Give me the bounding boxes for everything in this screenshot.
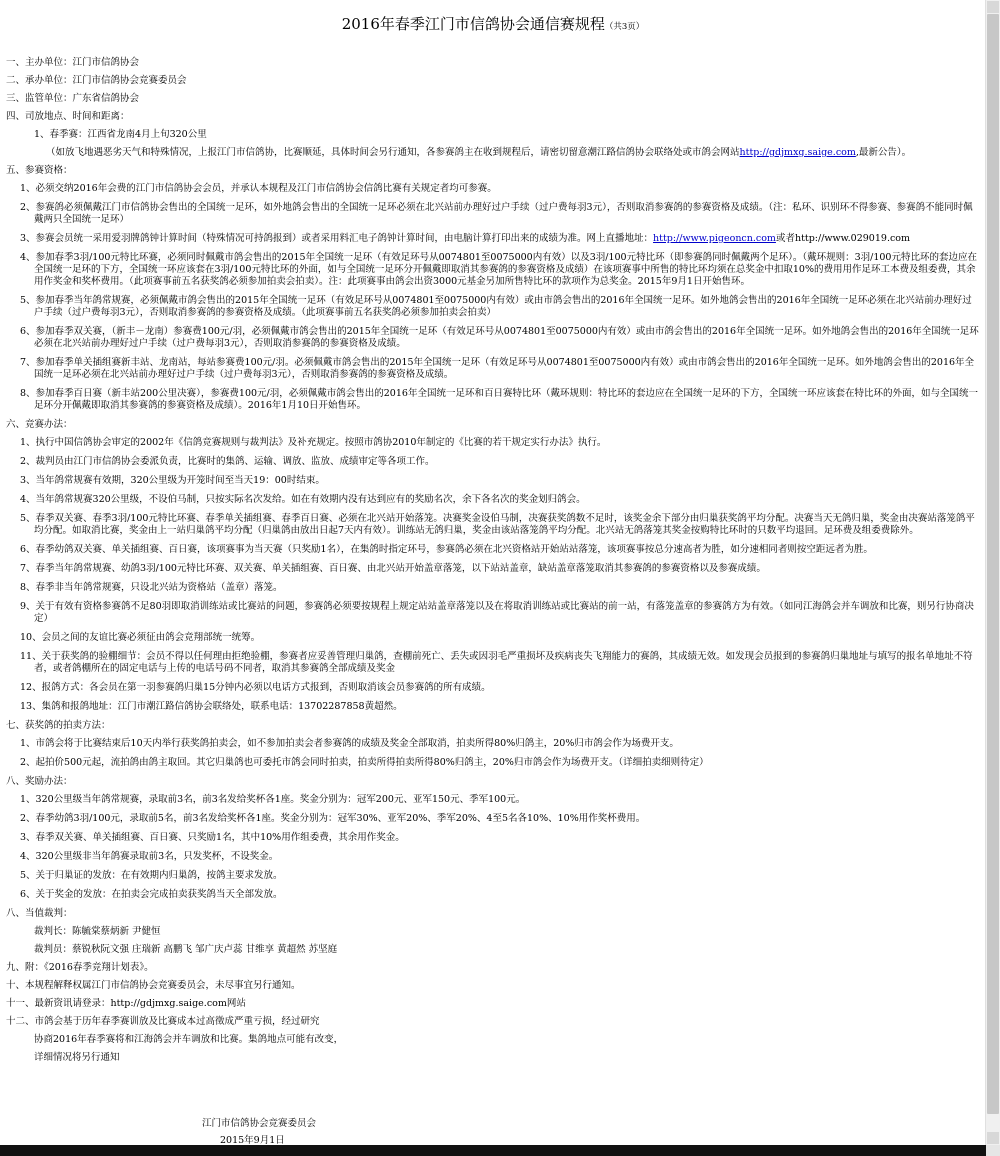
live-broadcast-link[interactable]: http://www.pigeoncn.com <box>653 233 776 244</box>
award-item: 3、春季双关赛、单关插组赛、百日赛、只奖励1名，其中10%用作组委费，其余用作奖金。 <box>20 832 405 843</box>
rule-item: 12、报鸽方式：各会员在第一羽参赛鸽归巢15分钟内必须以电话方式报到，否则取消该会员参赛鸽的所有成绩。 <box>20 682 491 693</box>
auction-item: 1、市鸽会将于比赛结束后10天内举行获奖鸽拍卖会，如不参加拍卖会者参赛鸽的成绩及奖金全部取消，拍卖所得80%归鸽主，20%归市鸽会作为场费开支。 <box>20 738 679 749</box>
horizontal-scrollbar[interactable] <box>0 1145 986 1156</box>
release-note-tail: ,最新公告）。 <box>855 147 912 158</box>
signature-block <box>202 1118 402 1145</box>
section-joint-release: 十二、市鸽会基于历年春季赛训放及比赛成本过高徵成严重亏损，经过研究 <box>6 1016 320 1027</box>
award-item: 2、春季幼鸽3羽/100元，录取前5名，前3名发给奖杯各1座。奖金分别为：冠军30%、亚军20%、季军20%、4至5名各10%、10%用作奖杯费用。 <box>20 813 646 824</box>
association-website-link[interactable]: http://gdjmxg.saige.com <box>739 147 856 158</box>
section-referees-heading: 八、当值裁判： <box>6 908 73 919</box>
rule-item: 9、关于有效有资格参赛鸽不足80羽即取消训练站或比赛站的问题，参赛鸽必须要按规程上规定站站盖章落笼以及在将取消训练站或比赛站的前一站，有落笼盖章的参赛鸽方为有效。（如同江海鸽会并车调放和比赛，则另行协商决定） <box>20 601 974 624</box>
award-item: 1、320公里级当年鸽常规赛，录取前3名，前3名发给奖杯各1座。奖金分别为：冠军200元、亚军150元、季军100元。 <box>20 794 526 805</box>
section-attachment: 九、附：《2016春季竞翔计划表》。 <box>6 962 154 973</box>
section-organizer: 一、主办单位：江门市信鸽协会 <box>6 57 140 68</box>
eligibility-item: 1、必须交纳2016年会费的江门市信鸽协会会员，并承认本规程及江门市信鸽协会信鸽比赛有关规定者均可参赛。 <box>20 183 497 194</box>
chief-referee: 裁判长：陈毓棠蔡炳新 尹健恒 <box>34 926 161 937</box>
signature-date: 2015年9月1日 <box>220 1135 285 1145</box>
release-note <box>6 147 980 159</box>
scrollbar-thumb[interactable] <box>987 14 999 1114</box>
eligibility-item-tail: 或者http://www.029019.com <box>775 233 911 244</box>
eligibility-item: 7、参加春季单关插组赛新丰站、龙南站，每站参赛费100元/羽。必须佩戴市鸽会售出的2015年全国统一足环（有效足环号从0074801至0075000内有效）或由市鸽会售出的2016年全国统一足环。如外地鸽会售出的2016年全国统一足环必须在北兴站前办理好过户手续（过户费每羽3元），否则取消参赛鸽的参赛资格及成绩。 <box>20 357 975 380</box>
joint-release-line: 协商2016年春季赛将和江海鸽会并车调放和比赛。集鸽地点可能有改变， <box>34 1034 344 1045</box>
eligibility-item-text: 3、参赛会员统一采用爱羽牌鸽钟计算时间（特殊情况可持鸽报到）或者采用料汇电子鸽钟计算时间，由电脑计算打印出来的成绩为准。网上直播地址： <box>20 233 654 244</box>
eligibility-item: 2、参赛鸽必须佩戴江门市信鸽协会售出的全国统一足环，如外地鸽会售出的全国统一足环必须在北兴站前办理好过户手续（过户费每羽3元），否则取消参赛鸽的参赛资格及成绩。（注：私环、识别环不得参赛、参赛鸽不能同时佩戴两只全国统一足环） <box>20 202 973 225</box>
rule-item: 13、集鸽和报鸽地址：江门市潮江路信鸽协会联络处，联系电话：13702287858黄超然。 <box>20 701 403 712</box>
rule-item: 3、当年鸽常规赛有效期，320公里级为开笼时间至当天19：00时结束。 <box>20 475 325 486</box>
section-interpretation: 十、本规程解释权属江门市信鸽协会竞赛委员会，未尽事宜另行通知。 <box>6 980 301 991</box>
auction-item: 2、起拍价500元起，流拍鸽由鸽主取回。其它归巢鸽也可委托市鸽会同时拍卖，拍卖所得拍卖所得80%归鸽主，20%归市鸽会作为场费开支。（详细拍卖细则待定） <box>20 757 709 768</box>
eligibility-item <box>6 233 980 245</box>
eligibility-item: 5、参加春季当年鸽常规赛，必须佩戴市鸽会售出的2015年全国统一足环（有效足环号从0074801至0075000内有效）或由市鸽会售出的2016年全国统一足环。如外地鸽会售出的2016年全国统一足环必须在北兴站前办理好过户手续（过户费每羽3元），否则取消参赛鸽的参赛资格及成绩。（此项赛事前五名获奖鸽必须参加拍卖会拍卖） <box>20 295 972 318</box>
eligibility-item: 8、参加春季百日赛（新丰站200公里决赛），参赛费100元/羽，必须佩戴市鸽会售出的2016年全国统一足环和百日赛特比环（戴环规则：特比环的套边应在全国统一足环的下方，全国统一环应该套在特比环的外面，如与全国统一足环分开佩戴即取消其参赛鸽的参赛资格及成绩）。2016年1月10日开始售环。 <box>20 388 978 411</box>
section-rules-heading: 六、竞赛办法： <box>6 419 73 430</box>
section-supervisor: 三、监管单位：广东省信鸽协会 <box>6 93 140 104</box>
joint-release-line: 详细情况将另行通知 <box>34 1052 120 1063</box>
title-text: 2016年春季江门市信鸽协会通信赛规程 <box>341 15 605 33</box>
release-note-text: （如放飞地遇恶劣天气和特殊情况，上报江门市信鸽协，比赛顺延，具体时间会另行通知，各参赛鸽主在收到规程后，请密切留意潮江路信鸽协会联络处或市鸽会网站 <box>46 147 740 158</box>
award-item: 5、关于归巢证的发放：在有效期内归巢鸽，按鸽主要求发放。 <box>20 870 283 881</box>
eligibility-item: 4、参加春季3羽/100元特比环赛，必须同时佩戴市鸽会售出的2015年全国统一足环（有效足环号从0074801至0075000内有效）以及3羽/100元特比环（即参赛鸽同时佩戴两个足环）。（戴环规则：3羽/100元特比环的套边应在全国统一足环的下方，全国统一环应该套在3羽/100元特比环的外面，如与全国统一足环分开佩戴即取消其参赛鸽的参赛资格及成绩）在该项赛事中所售的特比环均须在总奖金中扣取10%的费用用作足环工本费及组委费，其余用作奖金和奖杯费用。（此项赛事前五名获奖鸽必须参加拍卖会拍卖）。注：此项赛事由鸽会出资3000元基金另加所售特比环的款项作为总奖金。2015年9月1日开始售环。 <box>20 252 977 287</box>
rule-item: 11、关于获奖鸽的验棚细节：会员不得以任何理由拒绝验棚，参赛者应妥善管理归巢鸽，查棚前死亡、丢失或因羽毛严重损坏及疾病丧失飞翔能力的赛鸽，其成绩无效。如发现会员报到的参赛鸽归巢地址与填写的报名单地址不符者，或者鸽棚所在的固定电话与上传的电话号码不同者，取消其参赛鸽全部成绩及奖金 <box>20 651 973 674</box>
section-host: 二、承办单位：江门市信鸽协会竞赛委员会 <box>6 75 187 86</box>
scrollbar-corner <box>986 1145 1000 1156</box>
rule-item: 10、会员之间的友谊比赛必须征由鸽会竞翔部统一统筹。 <box>20 632 261 643</box>
release-spring: 1、春季赛：江西省龙南4月上旬320公里 <box>34 129 207 140</box>
rule-item: 7、春季当年鸽常规赛、幼鸽3羽/100元特比环赛、双关赛、单关插组赛、百日赛、由北兴站开始盖章落笼，以下站站盖章，缺站盖章落笼取消其参赛鸽的参赛资格以及参赛成绩。 <box>20 563 766 574</box>
rule-item: 6、春季幼鸽双关赛、单关插组赛、百日赛，该项赛事为当天赛（只奖励1名），在集鸽时指定环号，参赛鸽必须在北兴资格站开始站站落笼，该项赛事按总分速高者为胜，如分速相同者则按空距远者为胜。 <box>20 544 873 555</box>
rule-item: 1、执行中国信鸽协会审定的2002年《信鸽竞赛规则与裁判法》及补充规定。按照市鸽协2010年制定的《比赛的若干规定实行办法》执行。 <box>20 437 607 448</box>
rule-item: 5、春季双关赛、春季3羽/100元特比环赛、春季单关插组赛、春季百日赛、必须在北兴站开始落笼。决赛奖金设伯马制，决赛获奖鸽数不足时，该奖金余下部分由归巢获奖鸽平均分配。决赛当天无鸽归巢，奖金由决赛站落笼鸽平均分配。如取消比赛，奖金由上一站归巢鸽平均分配（归巢鸽由放出日起7天内有效）。训练站无鸽归巢，奖金由该站落笼鸽平均分配。北兴站无鸽落笼其奖金按购特比环时的只数平均退回。足环费及组委费除外。 <box>20 513 975 536</box>
section-awards-heading: 八、奖励办法： <box>6 776 73 787</box>
scroll-down-button[interactable] <box>987 1132 999 1144</box>
eligibility-item: 6、参加春季双关赛，（新丰－龙南）参赛费100元/羽，必须佩戴市鸽会售出的2015年全国统一足环（有效足环号从0074801至0075000内有效）或由市鸽会售出的2016年全国统一足环。如外地鸽会售出的2016年全国统一足环必须在北兴站前办理好过户手续（过户费每羽3元），否则取消参赛鸽的参赛资格及成绩。 <box>20 326 979 349</box>
award-item: 6、关于奖金的发放：在拍卖会完成拍卖获奖鸽当天全部发放。 <box>20 889 283 900</box>
rule-item: 4、当年鸽常规赛320公里级，不设伯马制，只按实际名次发给。如在有效期内没有达到应有的奖励名次，余下各名次的奖金划归鸽会。 <box>20 494 586 505</box>
section-auction-heading: 七、获奖鸽的拍卖方法： <box>6 720 111 731</box>
vertical-scrollbar[interactable] <box>985 0 1000 1145</box>
section-latest-news: 十一、最新资讯请登录：http://gdjmxg.saige.com网站 <box>6 998 246 1009</box>
section-release-heading: 四、司放地点、时间和距离： <box>6 111 130 122</box>
referee-staff: 裁判员：蔡锐秋阮文强 庄瑞新 高鹏飞 邹广庆卢蕊 甘维享 黄超然 苏坚庭 <box>34 944 338 955</box>
title-page-count: （共3页） <box>604 22 645 32</box>
rule-item: 2、裁判员由江门市信鸽协会委派负责，比赛时的集鸽、运输、调放、监放、成绩审定等各项工作。 <box>20 456 435 467</box>
award-item: 4、320公里级非当年鸽赛录取前3名，只发奖杯，不设奖金。 <box>20 851 279 862</box>
section-eligibility-heading: 五、参赛资格： <box>6 165 73 176</box>
page-title <box>6 14 980 37</box>
signature-org: 江门市信鸽协会竞赛委员会 <box>202 1118 317 1129</box>
scroll-up-button[interactable] <box>987 1 999 13</box>
rule-item: 8、春季非当年鸽常规赛，只设北兴站为资格站（盖章）落笼。 <box>20 582 283 593</box>
